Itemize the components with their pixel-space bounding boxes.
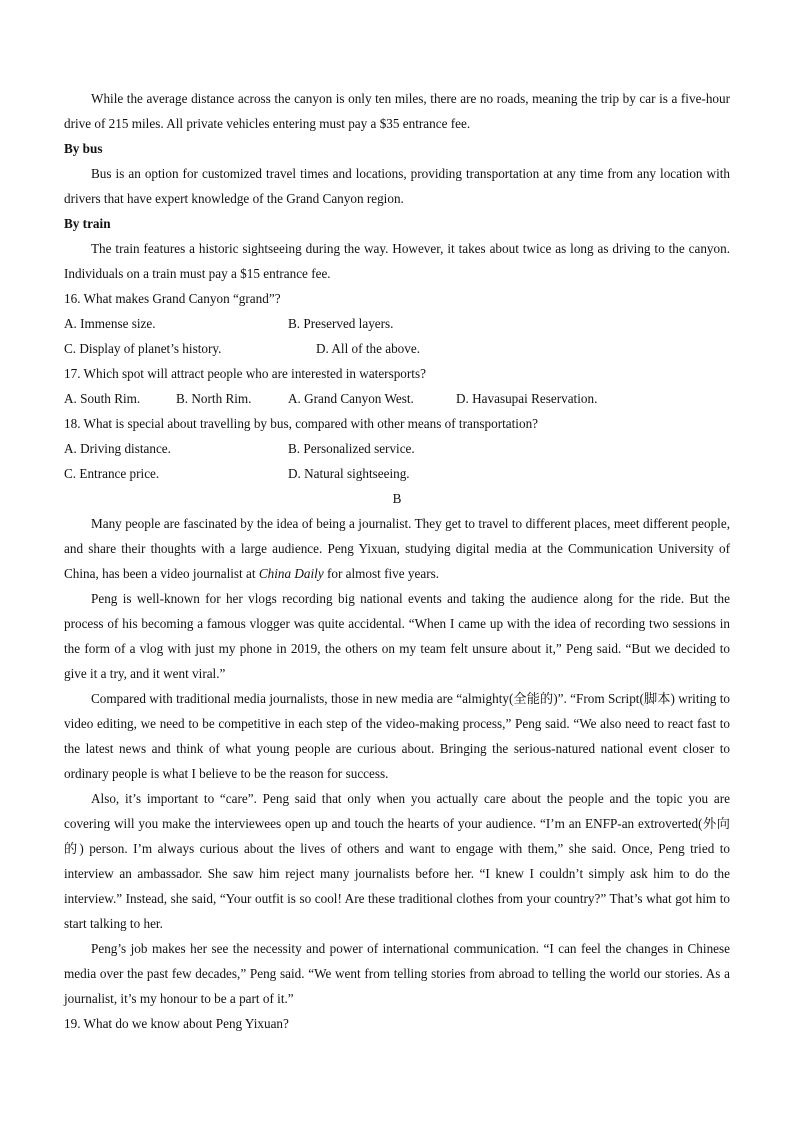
- option-16a: A. Immense size.: [64, 316, 156, 331]
- option-16c: C. Display of planet’s history.: [64, 341, 222, 356]
- paragraph-b3: Compared with traditional media journalists, those in new media are “almighty(全能的)”. “From Script(脚本) writing to video editing, we need to be competitive in each step of the video-making process,” Peng said. “We also need to react fast to the latest news and think of what young people are curious about. Bringing the serious-natured national event closer to ordinary people is what I believe to be the reason for success.: [64, 691, 730, 781]
- option-16b: B. Preserved layers.: [288, 316, 394, 331]
- option-17a: A. South Rim.: [64, 391, 141, 406]
- options-18-row2: [64, 461, 730, 486]
- option-18a: A. Driving distance.: [64, 441, 171, 456]
- option-16d: D. All of the above.: [316, 341, 421, 356]
- paragraph-by-bus: Bus is an option for customized travel times and locations, providing transportation at any time from any location with drivers that have expert knowledge of the Grand Canyon region.: [64, 166, 730, 206]
- options-18-row1: [64, 436, 730, 461]
- question-19: 19. What do we know about Peng Yixuan?: [64, 1016, 289, 1031]
- question-16: 16. What makes Grand Canyon “grand”?: [64, 291, 281, 306]
- paragraph-b4: Also, it’s important to “care”. Peng said that only when you actually care about the people and the topic you are covering will you make the interviewees open up and touch the hearts of your audience. “I’m an ENFP-an extroverted(外向的) person. I’m always curious about the lives of others and want to engage with them,” she said. Once, Peng tried to interview an ambassador. She saw him reject many journalists before her. “I knew I couldn’t simply ask him to do the interview.” Instead, she said, “Your outfit is so cool! Are these traditional clothes from your country?” That’s what got him to start talking to her.: [64, 791, 730, 931]
- question-17: 17. Which spot will attract people who are interested in watersports?: [64, 366, 426, 381]
- option-18c: C. Entrance price.: [64, 466, 160, 481]
- paragraph-b2: Peng is well-known for her vlogs recording big national events and taking the audience along for the ride. But the process of his becoming a famous vlogger was quite accidental. “When I came up with the idea of recording two sessions in the form of a vlog with just my phone in 2019, the others on my team felt unsure about it,” Peng said. “But we decided to give it a try, and it went viral.”: [64, 591, 730, 681]
- option-17b: B. North Rim.: [176, 391, 252, 406]
- paragraph-b1-text-b: for almost five years.: [323, 566, 440, 581]
- question-18: 18. What is special about travelling by bus, compared with other means of transportation?: [64, 416, 539, 431]
- paragraph-b1-text-a: Many people are fascinated by the idea of being a journalist. They get to travel to different places, meet different people, and share their thoughts with a large audience. Peng Yixuan, studying digital media at the Communication University of China, has been a video journalist at: [64, 516, 730, 581]
- newspaper-name: China Daily: [258, 566, 324, 581]
- option-18d: D. Natural sightseeing.: [288, 466, 410, 481]
- option-17c: A. Grand Canyon West.: [288, 391, 414, 406]
- heading-by-train: By train: [64, 216, 111, 231]
- heading-by-bus: By bus: [64, 141, 103, 156]
- document-page: [64, 86, 730, 1036]
- options-16-row1: [64, 311, 730, 336]
- options-16-row2: [64, 336, 730, 361]
- option-18b: B. Personalized service.: [288, 441, 415, 456]
- option-17d: D. Havasupai Reservation.: [456, 391, 598, 406]
- paragraph-b5: Peng’s job makes her see the necessity and power of international communication. “I can feel the changes in Chinese media over the past few decades,” Peng said. “We went from telling stories from abroad to telling the world our stories. As a journalist, it’s my honour to be a part of it.”: [64, 941, 730, 1006]
- options-17-row: [64, 386, 730, 411]
- paragraph-b1: [64, 511, 730, 586]
- section-b-label: B: [392, 491, 402, 506]
- paragraph-by-train: The train features a historic sightseeing during the way. However, it takes about twice as long as driving to the canyon. Individuals on a train must pay a $15 entrance fee.: [64, 241, 730, 281]
- paragraph-by-car: While the average distance across the canyon is only ten miles, there are no roads, meaning the trip by car is a five-hour drive of 215 miles. All private vehicles entering must pay a $35 entrance fee.: [64, 91, 730, 131]
